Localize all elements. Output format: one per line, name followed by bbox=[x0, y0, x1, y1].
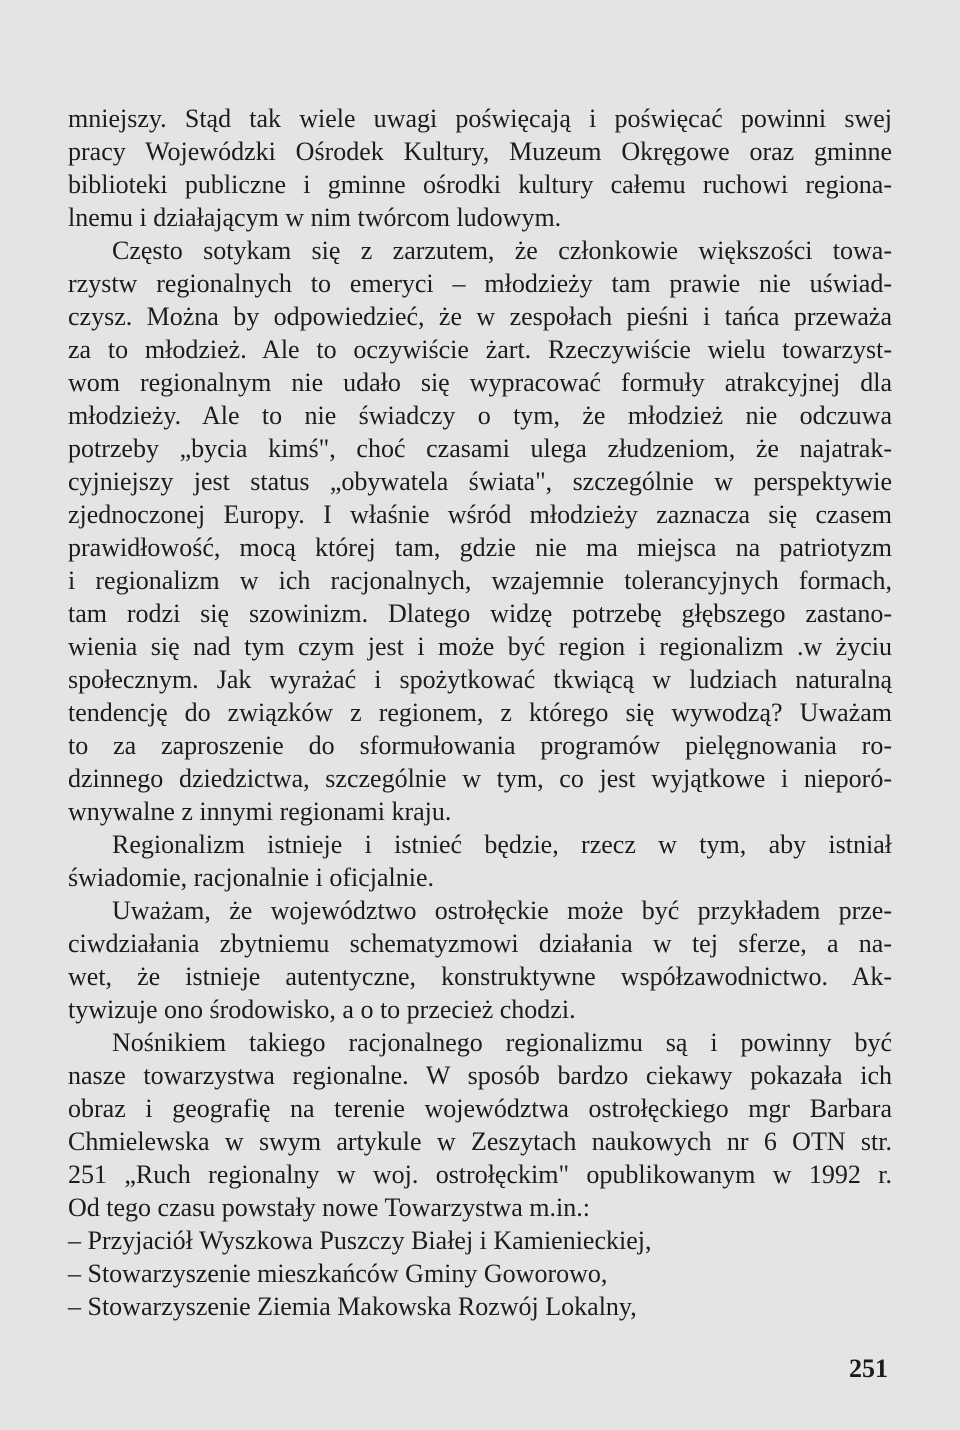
text-line: lnemu i działającym w nim twórcom ludowym. bbox=[68, 203, 562, 232]
text-line: Często sotykam się z zarzutem, że członkowie większości towa- bbox=[112, 236, 892, 265]
text-line: tywizuje ono środowisko, a o to przecież chodzi. bbox=[68, 995, 576, 1024]
text-line: młodzieży. Ale to nie świadczy o tym, że młodzież nie odczuwa bbox=[68, 401, 892, 430]
text-line: Chmielewska w swym artykule w Zeszytach naukowych nr 6 OTN str. bbox=[68, 1127, 892, 1156]
text-line: 251 „Ruch regionalny w woj. ostrołęckim" opublikowanym w 1992 r. bbox=[68, 1160, 892, 1189]
text-line: Nośnikiem takiego racjonalnego regionalizmu są i powinny być bbox=[112, 1028, 892, 1057]
text-line: pracy Wojewódzki Ośrodek Kultury, Muzeum Okręgowe oraz gminne bbox=[68, 137, 892, 166]
text-line: zjednoczonej Europy. I właśnie wśród młodzieży zaznacza się czasem bbox=[68, 500, 892, 529]
page-number: 251 bbox=[849, 1354, 888, 1383]
text-line: prawidłowość, mocą której tam, gdzie nie ma miejsca na patriotyzm bbox=[68, 533, 892, 562]
text-line: tam rodzi się szowinizm. Dlatego widzę potrzebę głębszego zastano- bbox=[68, 599, 892, 628]
text-line: obraz i geografię na terenie województwa ostrołęckiego mgr Barbara bbox=[68, 1094, 892, 1123]
text-line: nasze towarzystwa regionalne. W sposób bardzo ciekawy pokazała ich bbox=[68, 1061, 892, 1090]
text-line: rzystw regionalnych to emeryci – młodzieży tam prawie nie uświad- bbox=[68, 269, 892, 298]
text-line: biblioteki publiczne i gminne ośrodki kultury całemu ruchowi regiona- bbox=[68, 170, 892, 199]
list-item: – Stowarzyszenie mieszkańców Gminy Goworowo, bbox=[68, 1259, 608, 1288]
text-line: czysz. Można by odpowiedzieć, że w zespołach pieśni i tańca przeważa bbox=[68, 302, 892, 331]
text-line: Uważam, że województwo ostrołęckie może być przykładem prze- bbox=[112, 896, 892, 925]
list-item: – Stowarzyszenie Ziemia Makowska Rozwój Lokalny, bbox=[68, 1292, 637, 1321]
text-line: Od tego czasu powstały nowe Towarzystwa m.in.: bbox=[68, 1193, 590, 1222]
text-line: świadomie, racjonalnie i oficjalnie. bbox=[68, 863, 435, 892]
text-line: wet, że istnieje autentyczne, konstruktywne współzawodnictwo. Ak- bbox=[68, 962, 892, 991]
text-line: za to młodzież. Ale to oczywiście żart. Rzeczywiście wielu towarzyst- bbox=[68, 335, 892, 364]
text-line: tendencję do związków z regionem, z którego się wywodzą? Uważam bbox=[68, 698, 892, 727]
text-line: wienia się nad tym czym jest i może być region i regionalizm .w życiu bbox=[68, 632, 892, 661]
text-line: cyjniejszy jest status „obywatela świata", szczególnie w perspektywie bbox=[68, 467, 892, 496]
text-line: wnywalne z innymi regionami kraju. bbox=[68, 797, 452, 826]
text-line: potrzeby „bycia kimś", choć czasami ulega złudzeniom, że najatrak- bbox=[68, 434, 892, 463]
text-line: wom regionalnym nie udało się wypracować formuły atrakcyjnej dla bbox=[68, 368, 892, 397]
text-line: Regionalizm istnieje i istnieć będzie, rzecz w tym, aby istniał bbox=[112, 830, 892, 859]
text-line: to za zaproszenie do sformułowania programów pielęgnowania ro- bbox=[68, 731, 892, 760]
text-line: dzinnego dziedzictwa, szczególnie w tym, co jest wyjątkowe i nieporó- bbox=[68, 764, 892, 793]
text-line: ciwdziałania zbytniemu schematyzmowi działania w tej sferze, a na- bbox=[68, 929, 892, 958]
text-line: mniejszy. Stąd tak wiele uwagi poświęcają i poświęcać powinni swej bbox=[68, 104, 892, 133]
text-line: i regionalizm w ich racjonalnych, wzajemnie tolerancyjnych formach, bbox=[68, 566, 892, 595]
list-item: – Przyjaciół Wyszkowa Puszczy Białej i Kamienieckiej, bbox=[68, 1226, 652, 1255]
text-line: społecznym. Jak wyrażać i spożytkować tkwiącą w ludziach naturalną bbox=[68, 665, 892, 694]
